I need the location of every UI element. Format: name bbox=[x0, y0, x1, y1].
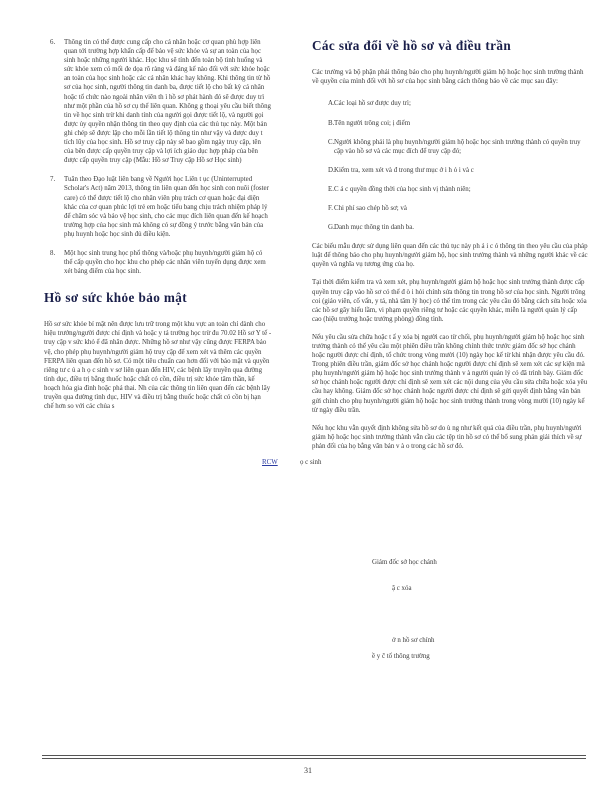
lettered-item bbox=[312, 185, 588, 194]
item-letter: B. bbox=[328, 119, 335, 127]
numbered-item bbox=[44, 175, 272, 239]
item-text: Thông tin có thể được cung cấp cho cá nhân hoặc cơ quan phù hợp liên quan tới trường hợp khẩn cấp để bảo vệ sức khỏe và sự an toàn của học sinh hoặc những người khác. Học khu sẽ tính đến toàn bộ tình huống và sức khỏe xem có mối đe dọa rõ ràng và đáng kể nào đối với sức khỏe hoặc an toàn của học sinh hoặc các cá nhân khác hay không. Khi thông tin từ hồ sơ của học sinh, người thông tin danh ba, được tiết lộ cho bất kỳ cá nhân hoặc tổ chức nào ngoài nhân viên th ì hồ sơ phát hành đó sẽ được duy trì như một phần của hồ sơ cụ thể liên quan. Không g thoại yêu cầu biết thông tin về học sinh trừ khi danh tính của người gọi được tiết lộ, và người gọi được ủy quyền nhận thông tin theo quy định của các thủ tục này. Một bản ghi chép sẽ được lập cho mỗi lần tiết lộ thông tin như vậy và được duy t tích lũy của học sinh. Hồ sơ truy cập này sẽ bao gồm ngày truy cập, tên của bên được cấp quyền truy cập và lợi ích giáo dục hợp pháp của bên được cấp quyền truy cập (Mẫu: Hồ sơ Truy cập Hồ sơ Học sinh) bbox=[64, 39, 271, 165]
lettered-item bbox=[312, 204, 588, 213]
lettered-item bbox=[312, 223, 588, 232]
lettered-item bbox=[312, 138, 588, 156]
item-number: 8. bbox=[50, 249, 56, 257]
footer-rule bbox=[42, 758, 586, 759]
item-text: Các loại hồ sơ được duy trì; bbox=[334, 100, 411, 108]
item-letter: G. bbox=[328, 224, 335, 232]
item-text: Một học sinh trung học phổ thông và/hoặc phụ huynh/người giám hộ có thể cấp quyền cho học khu cho phép các nhân viên tuyển dụng được xem xét bảng điểm của học sinh. bbox=[64, 249, 266, 276]
numbered-item bbox=[44, 249, 272, 276]
final-decision-paragraph: Nếu học khu vẫn quyết định không sửa hồ sơ do ù ng như kết quả của điều trần, phụ huynh/người giám hộ hoặc học sinh trưởng thành vẫn cầu các tệp tin hồ sơ có thể bổ sung phản giải thích về sự phản đối của họ bằng văn bản v à o trong các hồ sơ đó. bbox=[312, 424, 582, 450]
item-letter: D. bbox=[328, 166, 335, 174]
item-text: Người không phải là phụ huynh/người giám hộ hoặc học sinh trưởng thành có quyền truy cập vào hồ sơ và các mục đích để truy cập đó; bbox=[334, 138, 581, 155]
stray-fragment: ọ c sinh bbox=[300, 459, 322, 466]
item-number: 6. bbox=[50, 39, 56, 46]
stray-fragment: ặ c xóa bbox=[392, 585, 412, 592]
stray-fragment: Giám đốc sở học chánh bbox=[372, 559, 437, 566]
lettered-item bbox=[312, 166, 588, 175]
item-letter: E. bbox=[328, 185, 334, 193]
footer-rule bbox=[42, 755, 586, 756]
rcw-link[interactable]: RCW bbox=[262, 459, 278, 466]
forms-paragraph: Các biểu mẫu được sử dụng liên quan đến các thủ tục này ph ả i c ó thông tin theo yêu cầu của pháp luật để thông báo cho phụ huynh/người giám hộ, học sinh trưởng thành và những người khác về các quyền và nghĩa vụ tương ứng của họ. bbox=[312, 243, 588, 269]
item-letter: A. bbox=[328, 100, 335, 108]
hearing-paragraph: Nếu yêu cầu sửa chữa hoặc t ấ y xóa bị người cao từ chối, phụ huynh/người giám hộ hoặc học sinh trưởng thành có thể yêu cầu một phiên điều trần không chính thức trước giám đốc sở học chánh hoặc người được chỉ định, tổ chức trong vòng mười (10) ngày học kể từ khi nhận được yêu cầu đó. Trong phiên điều trần, giám đốc sở học chánh hoặc người được chỉ định sẽ xem xét các sự kiện mà phụ huynh/người giám hộ hoặc học sinh trưởng thành v à người quản lý có đã trình bày. Giám đốc sở học chánh hoặc người được chỉ định sẽ xem xét các nội dung của yêu cầu sửa chữa hoặc xóa yêu cầu hay không. Giám đốc sở học chánh hoặc người được chỉ định sẽ gửi quyết định bằng văn bản gửi chính cho phụ huynh/người giám hộ hoặc học sinh trưởng thành trong vòng mười (10) ngày kể từ ngày điều trần. bbox=[312, 333, 588, 414]
stray-fragment: ở n hồ sơ chính bbox=[392, 637, 435, 644]
item-text: Chi phí sao chép hồ sơ; và bbox=[334, 204, 407, 212]
section-heading-confidential-health-records: Hồ sơ sức khỏe bảo mật bbox=[44, 290, 188, 306]
item-letter: C. bbox=[328, 138, 335, 146]
numbered-item bbox=[44, 38, 272, 165]
item-text: Tuân theo Đạo luật liên bang về Người học Liên t ục (Uninterrupted Scholar's Act) năm 2013, thông tin liên quan đến học sinh con nuôi (foster care) có thể được tiết lộ cho nhân viên phụ trách cơ quan hoặc đại diện khác của cơ quan phúc lợi trẻ em hoặc tiểu bang chịu trách nhiệm pháp lý để chăm sóc và bảo vệ học sinh, cho các mục đích liên quan đến kế hoạch trường hợp của học sinh mà không có sự đồng ý trước bằng văn bản của phụ huynh hoặc học sinh đủ điều kiện. bbox=[64, 176, 269, 238]
item-text: C á c quyền đồng thời của học sinh vị thành niên; bbox=[334, 185, 471, 193]
item-letter: F. bbox=[328, 204, 334, 212]
item-text: Tên người trông coi; ị điểm bbox=[334, 119, 411, 127]
section-heading-record-amendments: Các sửa đổi về hồ sơ và điều trần bbox=[312, 38, 512, 53]
inspection-paragraph: Tại thời điểm kiểm tra và xem xét, phụ huynh/người giám hộ hoặc học sinh trưởng thành được cấp quyền truy cập vào hồ sơ có thể đ ò i hỏi chính sửa thông tin trong hồ sơ của học sinh. Người trông coi (giáo viên, cố vấn, y tá, nhà tâm lý học) có thể tìm trong các yêu cầu đó bằng cách sửa hoặc xóa các hồ sơ gây hiểu lầm, vi phạm quyền riêng tư hoặc các quyền khác, miễn là người quản lý cấp cao (hiệu trưởng hoặc trưởng phòng) đồng tình. bbox=[312, 279, 587, 323]
right-column bbox=[312, 38, 588, 460]
item-text: Kiểm tra, xem xét và đ trong thư mục ớ i h ỏ i và c bbox=[334, 166, 474, 174]
left-column bbox=[44, 38, 272, 420]
item-text: Danh mục thông tin danh ba. bbox=[334, 224, 414, 232]
intro-paragraph: Các trường và bộ phận phải thông báo cho phụ huynh/người giám hộ hoặc học sinh trường thành về quyền của mình đối với hồ sơ của học sinh bằng cách thông báo về các mục sau đây: bbox=[312, 68, 584, 86]
lettered-item bbox=[312, 99, 588, 108]
page-number: 31 bbox=[304, 766, 312, 775]
lettered-item bbox=[312, 119, 588, 128]
item-number: 7. bbox=[50, 176, 56, 184]
stray-fragment: ề y ĉ tố thông trường bbox=[372, 653, 430, 660]
health-records-paragraph: Hồ sơ sức khỏe bí mật nên được lưu trữ trong một khu vực an toàn chỉ dành cho hiệu trưởng/người được chỉ định và hoặc y tá trường học trừ đu 70.02 Hồ sơ Y tế - truy cập v sức khỏ ể đã nhân được. Những hồ sơ như vậy cũng được FERPA bảo vệ, cho phép phụ huynh/người giám hộ truy cập để xem xét và thêm các quyền FERPA liên quan đến hồ sơ. Có một tiêu chuẩn cao hơn đối với bảo mật và quyền riêng tư c ủ a h ọ c sinh v sơ liên quan đến HIV, các bệnh lây truyền qua đường tình dục, điều trị bằng thuốc hoặc chất có cồn, điều trị sức khỏe tâm thần, kế hoạch hóa gia đình hoặc phá thai. Nh của các thông tin liên quan đến các bệnh lây truyền qua đường tình dục, HIV và điều trị bằng thuốc hoặc chất có cồn bị hạn chế hơn so với các chủa s bbox=[44, 321, 272, 411]
